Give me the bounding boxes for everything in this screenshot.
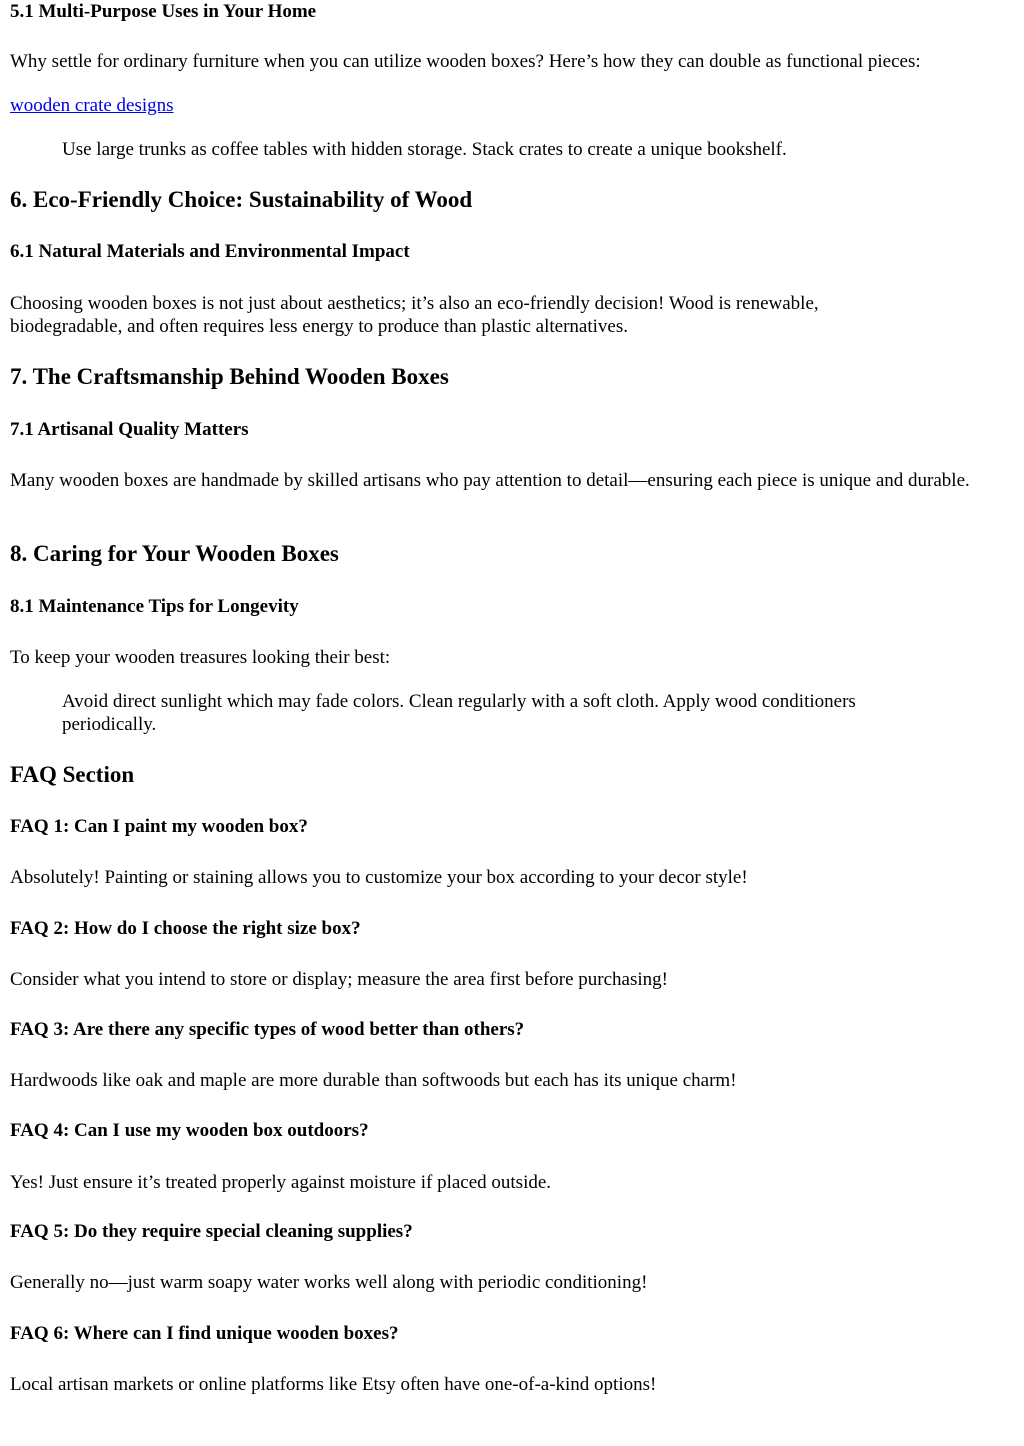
section-6-heading: 6. Eco-Friendly Choice: Sustainability of Wood [10, 187, 473, 212]
faq-question-6: FAQ 6: Where can I find unique wooden boxes? [10, 1323, 399, 1344]
faq-answer-4: Yes! Just ensure it’s treated properly against moisture if placed outside. [10, 1172, 552, 1193]
section-8-heading: 8. Caring for Your Wooden Boxes [10, 541, 339, 566]
faq-answer-1: Absolutely! Painting or staining allows you to customize your box according to your decor style! [10, 867, 748, 888]
faq-answer-6: Local artisan markets or online platforms like Etsy often have one-of-a-kind options! [10, 1374, 657, 1395]
section-5-1-intro: Why settle for ordinary furniture when you can utilize wooden boxes? Here’s how they can double as functional pieces: [10, 51, 921, 72]
section-8-1-tips: Avoid direct sunlight which may fade colors. Clean regularly with a soft cloth. Apply wood conditioners periodically. [62, 691, 856, 735]
faq-answer-5: Generally no—just warm soapy water works well along with periodic conditioning! [10, 1272, 648, 1293]
faq-question-2: FAQ 2: How do I choose the right size box? [10, 918, 361, 939]
section-7-1-heading: 7.1 Artisanal Quality Matters [10, 419, 249, 440]
section-6-1-body: Choosing wooden boxes is not just about aesthetics; it’s also an eco-friendly decision! Wood is renewable, biodegradable, and often requires less energy to produce than plastic alternatives. [10, 293, 819, 337]
faq-question-4: FAQ 4: Can I use my wooden box outdoors? [10, 1120, 369, 1141]
section-7-heading: 7. The Craftsmanship Behind Wooden Boxes [10, 364, 449, 389]
section-8-1-intro: To keep your wooden treasures looking their best: [10, 647, 391, 668]
faq-heading: FAQ Section [10, 762, 135, 787]
faq-answer-3: Hardwoods like oak and maple are more durable than softwoods but each has its unique charm! [10, 1070, 737, 1091]
faq-question-1: FAQ 1: Can I paint my wooden box? [10, 816, 308, 837]
faq-question-5: FAQ 5: Do they require special cleaning supplies? [10, 1221, 413, 1242]
section-8-1-heading: 8.1 Maintenance Tips for Longevity [10, 596, 299, 617]
section-6-1-heading: 6.1 Natural Materials and Environmental Impact [10, 241, 410, 262]
section-7-1-body: Many wooden boxes are handmade by skilled artisans who pay attention to detail—ensuring each piece is unique and durable. [10, 470, 970, 491]
section-5-1-tip: Use large trunks as coffee tables with hidden storage. Stack crates to create a unique bookshelf. [62, 139, 787, 160]
faq-answer-2: Consider what you intend to store or display; measure the area first before purchasing! [10, 969, 668, 990]
faq-question-3: FAQ 3: Are there any specific types of wood better than others? [10, 1019, 525, 1040]
wooden-crate-designs-link[interactable]: wooden crate designs [10, 95, 174, 116]
section-5-1-heading: 5.1 Multi-Purpose Uses in Your Home [10, 1, 317, 22]
